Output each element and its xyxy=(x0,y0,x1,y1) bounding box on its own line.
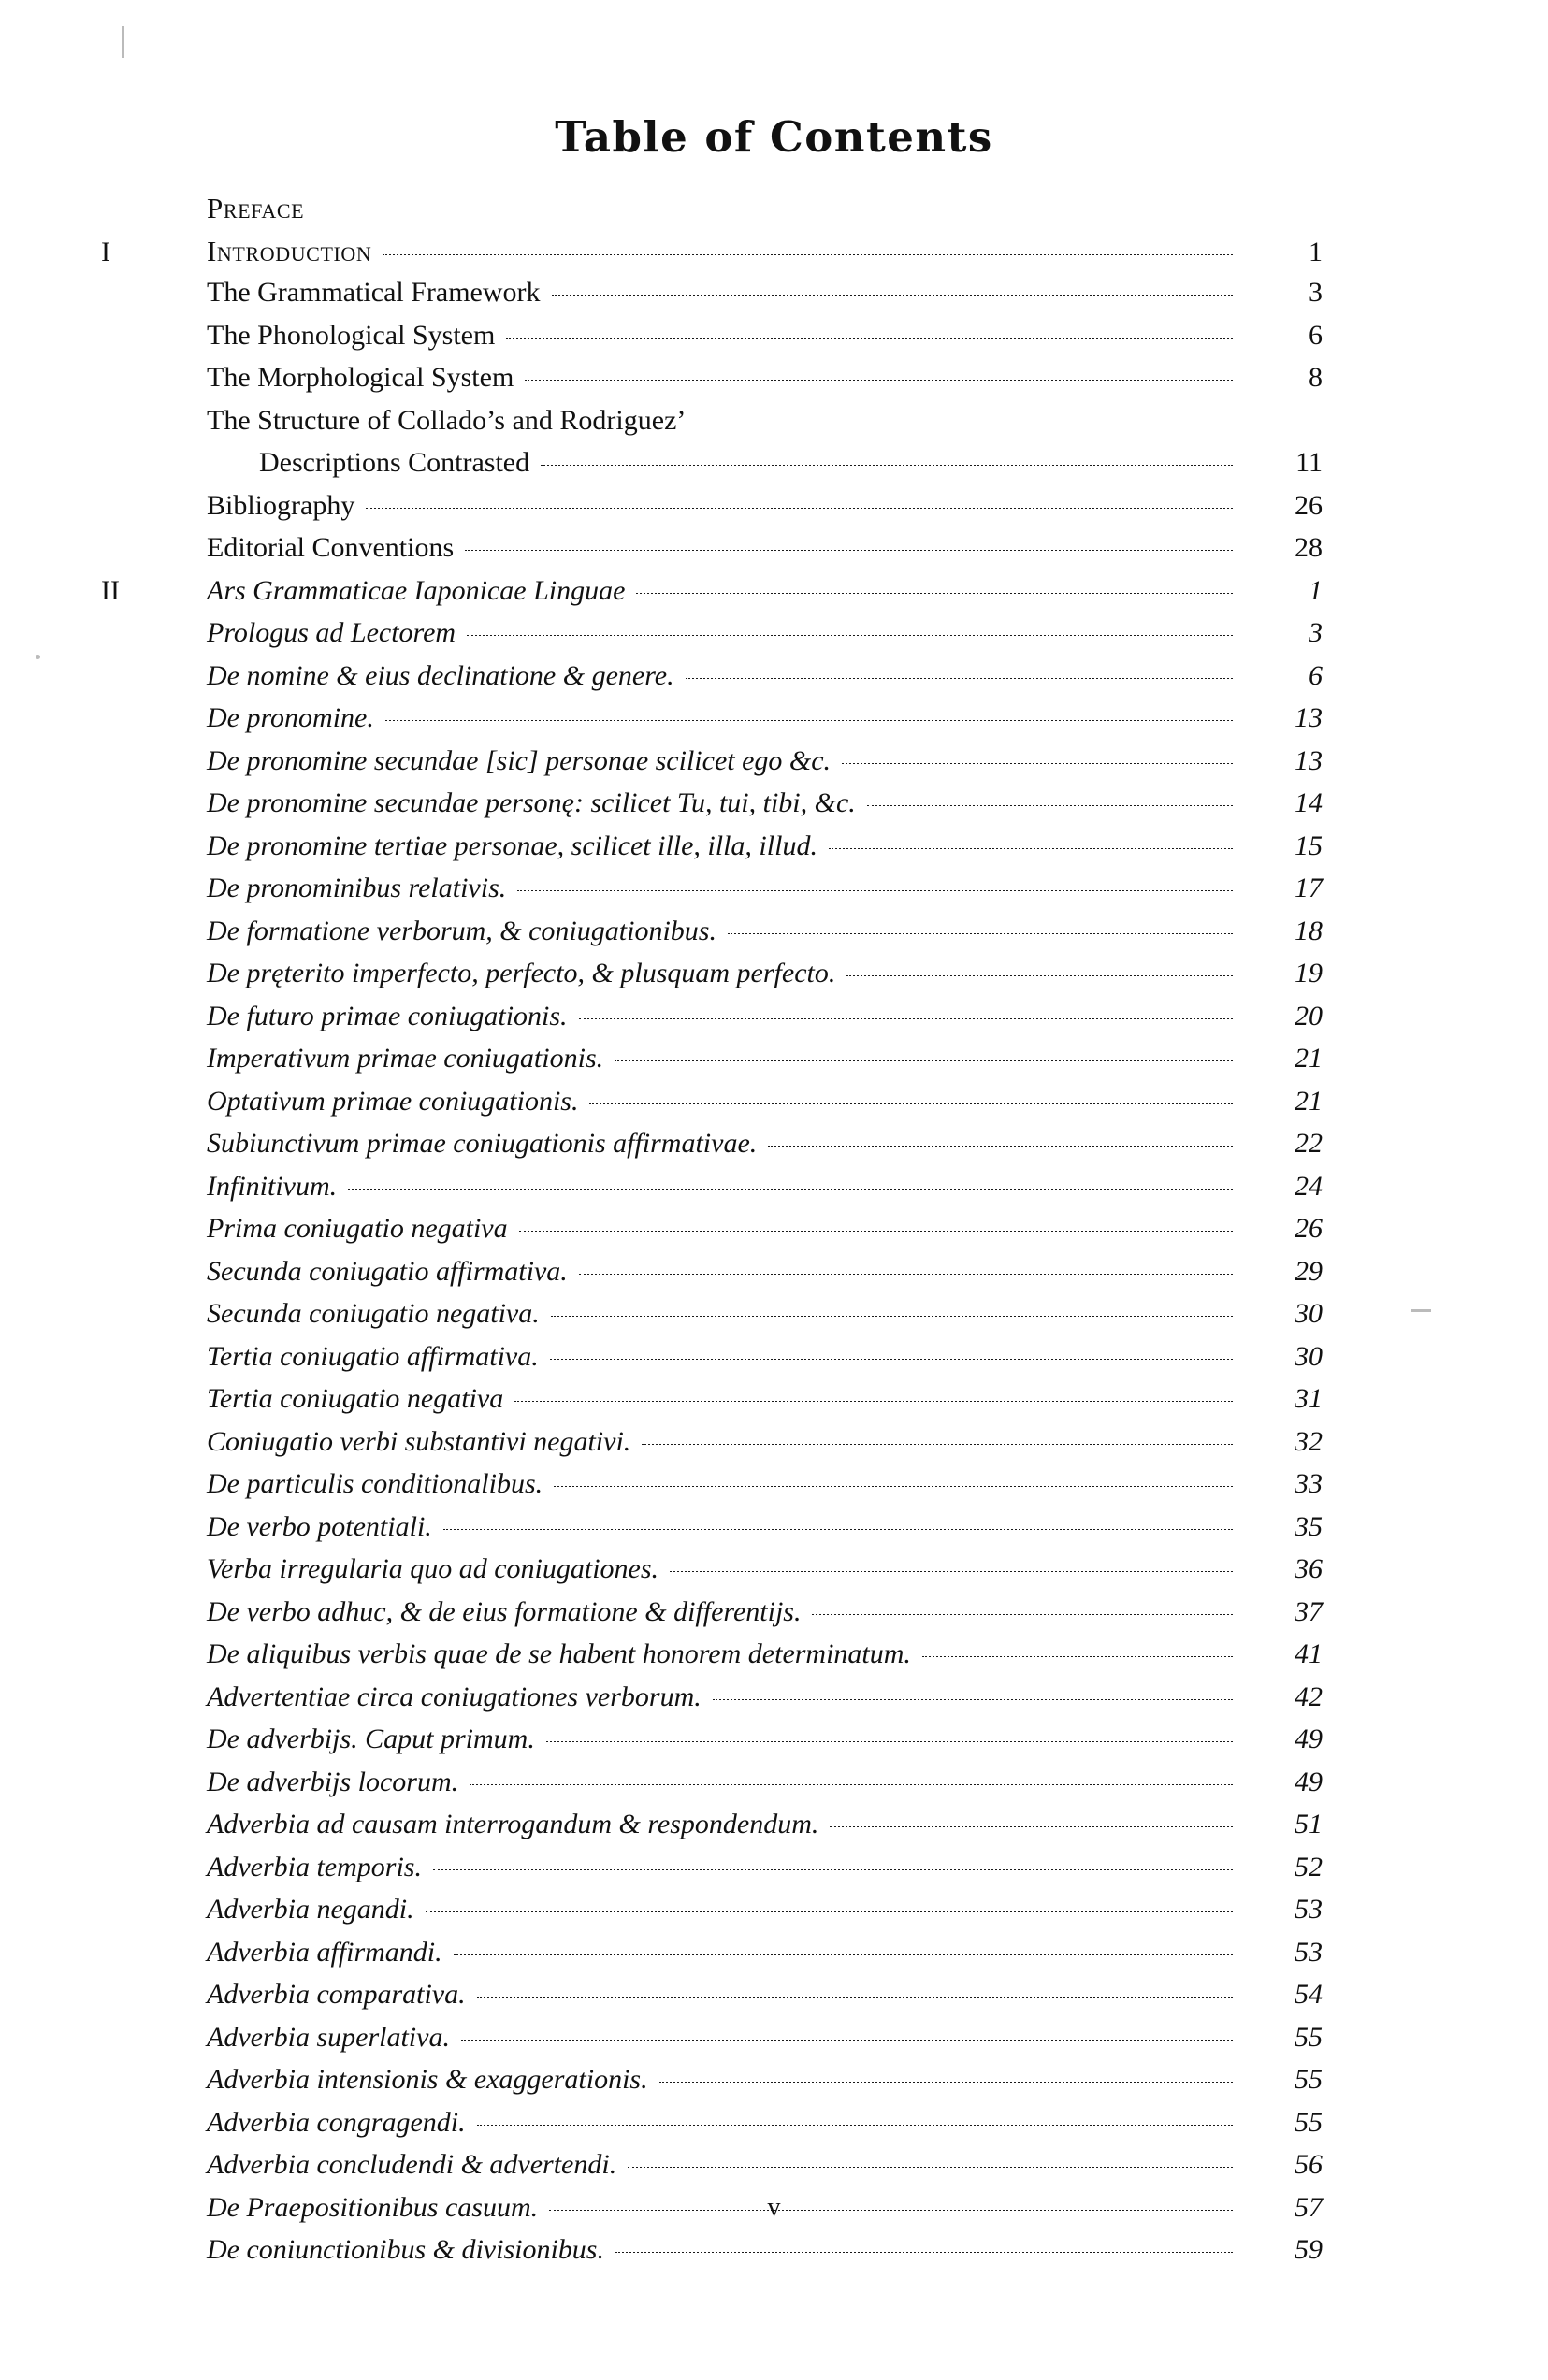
toc-entry-page-number: 13 xyxy=(1295,744,1323,776)
toc-entry-label: De pręterito imperfecto, perfecto, & plusquam perfecto. xyxy=(207,958,836,988)
toc-leader-dots xyxy=(628,2167,1233,2168)
toc-entry-page-number: 21 xyxy=(1295,1085,1323,1117)
toc-leader-dots xyxy=(465,550,1233,551)
toc-entry[interactable] xyxy=(101,2234,1336,2277)
toc-entry[interactable] xyxy=(101,192,1336,235)
toc-leader-dots xyxy=(525,380,1233,381)
toc-leader-dots xyxy=(385,720,1233,721)
toc-entry[interactable] xyxy=(101,1341,1336,1384)
toc-entry[interactable] xyxy=(101,873,1336,916)
toc-entry-label: Prologus ad Lectorem xyxy=(207,617,456,648)
table-of-contents-list xyxy=(101,192,1336,2277)
toc-entry-page-number: 11 xyxy=(1295,447,1323,478)
scan-speckle xyxy=(1411,1309,1431,1312)
toc-entry-label: De verbo adhuc, & de eius formatione & differentijs. xyxy=(207,1595,802,1627)
toc-entry[interactable] xyxy=(101,405,1336,448)
toc-entry-page-number: 53 xyxy=(1295,1936,1323,1968)
toc-leader-dots xyxy=(552,295,1233,296)
toc-entry-page-number: 26 xyxy=(1295,1213,1323,1244)
toc-entry[interactable] xyxy=(101,447,1336,490)
toc-entry[interactable] xyxy=(101,362,1336,405)
toc-entry-label: The Morphological System xyxy=(207,362,514,393)
toc-entry-label: Coniugatio verbi substantivi negativi. xyxy=(207,1425,631,1457)
toc-entry-page-number: 42 xyxy=(1295,1680,1323,1712)
toc-entry[interactable] xyxy=(101,1001,1336,1044)
toc-entry[interactable] xyxy=(101,277,1336,320)
scan-speckle xyxy=(122,26,124,58)
toc-leader-dots xyxy=(461,2040,1233,2041)
toc-entry-label: Optativum primae coniugationis. xyxy=(207,1085,579,1117)
toc-entry-page-number: 55 xyxy=(1295,2106,1323,2138)
toc-entry-page-number: 22 xyxy=(1295,1128,1323,1159)
toc-leader-dots xyxy=(670,1571,1233,1572)
toc-entry-page-number: 3 xyxy=(1309,617,1323,648)
toc-entry-label: De formatione verborum, & coniugationibus. xyxy=(207,915,716,946)
toc-leader-dots xyxy=(550,1359,1233,1360)
toc-leader-dots xyxy=(686,678,1233,679)
toc-entry-page-number: 1 xyxy=(1309,236,1323,267)
toc-entry-label: Bibliography xyxy=(207,489,355,521)
toc-entry[interactable] xyxy=(101,617,1336,660)
toc-leader-dots xyxy=(315,211,1233,212)
toc-leader-dots xyxy=(541,465,1233,466)
toc-entry[interactable] xyxy=(101,1979,1336,2022)
toc-entry[interactable] xyxy=(101,575,1336,618)
toc-entry[interactable] xyxy=(101,1596,1336,1639)
toc-leader-dots xyxy=(579,1274,1233,1275)
toc-entry-page-number: 49 xyxy=(1295,1724,1323,1754)
toc-entry-label: Adverbia temporis. xyxy=(207,1851,422,1882)
toc-entry-page-number: 35 xyxy=(1295,1510,1323,1542)
toc-entry-label: Secunda coniugatio affirmativa. xyxy=(207,1255,568,1287)
toc-leader-dots xyxy=(514,1401,1233,1402)
toc-entry-page-number: 29 xyxy=(1295,1255,1323,1287)
toc-entry[interactable] xyxy=(101,1553,1336,1596)
toc-entry-label: De adverbijs. Caput primum. xyxy=(207,1724,535,1754)
toc-leader-dots xyxy=(433,1869,1233,1870)
toc-entry-label: Adverbia congragendi. xyxy=(207,2106,466,2138)
toc-entry-label: The Structure of Collado’s and Rodriguez’ xyxy=(207,404,687,436)
toc-entry-label: Prima coniugatio negativa xyxy=(207,1213,508,1244)
toc-entry[interactable] xyxy=(101,1468,1336,1511)
toc-entry-roman: I xyxy=(101,236,110,267)
toc-leader-dots xyxy=(768,1146,1233,1147)
toc-entry-label: Infinitivum. xyxy=(207,1170,338,1202)
toc-leader-dots xyxy=(659,2082,1233,2083)
toc-entry-label: Adverbia concludendi & advertendi. xyxy=(207,2149,617,2180)
toc-leader-dots xyxy=(454,1954,1233,1955)
toc-entry-label: De Praepositionibus casuum. xyxy=(207,2191,539,2223)
toc-leader-dots xyxy=(867,805,1233,806)
toc-entry[interactable] xyxy=(101,1383,1336,1426)
toc-entry[interactable] xyxy=(101,1894,1336,1937)
toc-leader-dots xyxy=(470,1784,1233,1785)
toc-leader-dots xyxy=(642,1444,1233,1445)
toc-leader-dots xyxy=(519,1231,1233,1232)
folio-number: v xyxy=(767,2193,781,2222)
toc-entry[interactable] xyxy=(101,702,1336,745)
toc-leader-dots xyxy=(517,890,1233,891)
toc-entry[interactable] xyxy=(101,916,1336,959)
toc-leader-dots xyxy=(830,1826,1233,1827)
toc-leader-dots xyxy=(589,1103,1233,1104)
toc-entry-page-number: 15 xyxy=(1295,829,1323,861)
toc-entry[interactable] xyxy=(101,1086,1336,1129)
toc-entry-page-number: 13 xyxy=(1295,702,1323,733)
toc-entry[interactable] xyxy=(101,1213,1336,1256)
toc-leader-dots xyxy=(506,338,1233,339)
toc-entry[interactable] xyxy=(101,958,1336,1001)
toc-entry-label: Introduction xyxy=(207,234,372,267)
toc-entry-page-number: 36 xyxy=(1295,1553,1323,1584)
toc-entry[interactable] xyxy=(101,1043,1336,1086)
toc-entry-label: Tertia coniugatio negativa xyxy=(207,1383,504,1414)
toc-entry[interactable] xyxy=(101,1681,1336,1724)
toc-entry[interactable] xyxy=(101,320,1336,363)
toc-entry-label: De aliquibus verbis quae de se habent honorem determinatum. xyxy=(207,1638,911,1669)
toc-entry-page-number: 6 xyxy=(1309,319,1323,351)
toc-entry-page-number: 1 xyxy=(1309,574,1323,606)
toc-leader-dots xyxy=(443,1529,1233,1530)
toc-entry[interactable] xyxy=(101,532,1336,575)
toc-entry-page-number: 52 xyxy=(1295,1851,1323,1882)
toc-leader-dots xyxy=(348,1189,1233,1190)
toc-entry-page-number: 24 xyxy=(1295,1170,1323,1202)
toc-leader-dots xyxy=(615,1060,1233,1061)
toc-entry-label: The Phonological System xyxy=(207,319,496,351)
toc-entry-page-number: 6 xyxy=(1309,659,1323,691)
toc-entry-label: De particulis conditionalibus. xyxy=(207,1468,543,1499)
toc-entry-roman: II xyxy=(101,574,120,606)
toc-entry-page-number: 30 xyxy=(1295,1340,1323,1372)
toc-entry-label: Descriptions Contrasted xyxy=(259,447,530,478)
toc-entry-page-number: 21 xyxy=(1295,1043,1323,1074)
toc-entry-label: Secunda coniugatio negativa. xyxy=(207,1298,540,1329)
toc-entry[interactable] xyxy=(101,1724,1336,1767)
toc-entry-label: Editorial Conventions xyxy=(207,532,455,563)
toc-entry-label: De pronomine secundae personę: scilicet Tu, tui, tibi, &c. xyxy=(207,787,856,818)
toc-leader-dots xyxy=(829,848,1233,849)
toc-leader-dots xyxy=(615,2252,1233,2253)
toc-entry[interactable] xyxy=(101,2022,1336,2065)
toc-entry[interactable] xyxy=(101,1128,1336,1171)
toc-entry-page-number: 41 xyxy=(1295,1638,1323,1669)
scan-speckle xyxy=(36,655,40,659)
toc-entry[interactable] xyxy=(101,1767,1336,1810)
toc-entry-page-number: 55 xyxy=(1295,2021,1323,2053)
toc-leader-dots xyxy=(812,1614,1233,1615)
toc-entry-page-number: 31 xyxy=(1295,1383,1323,1414)
toc-entry-label: Advertentiae circa coniugationes verborum. xyxy=(207,1680,702,1712)
toc-entry-page-number: 57 xyxy=(1295,2191,1323,2223)
toc-entry[interactable] xyxy=(101,2107,1336,2150)
toc-leader-dots xyxy=(922,1656,1233,1657)
toc-entry[interactable] xyxy=(101,2149,1336,2192)
toc-entry-label: Adverbia superlativa. xyxy=(207,2021,450,2053)
toc-entry-label: Ars Grammaticae Iaponicae Linguae xyxy=(207,574,626,606)
toc-entry[interactable] xyxy=(101,1426,1336,1469)
toc-entry-page-number: 53 xyxy=(1295,1894,1323,1925)
toc-entry-page-number: 3 xyxy=(1309,277,1323,308)
toc-entry-page-number: 28 xyxy=(1295,532,1323,563)
toc-entry[interactable] xyxy=(101,1171,1336,1214)
toc-entry-page-number: 59 xyxy=(1295,2234,1323,2265)
toc-entry[interactable] xyxy=(101,2064,1336,2107)
toc-entry-page-number: 18 xyxy=(1295,915,1323,946)
toc-entry-page-number: 49 xyxy=(1295,1766,1323,1797)
toc-entry-page-number: 26 xyxy=(1295,489,1323,521)
toc-entry-label: De pronomine secundae [sic] personae scilicet ego &c. xyxy=(207,744,832,776)
toc-entry[interactable] xyxy=(101,1256,1336,1299)
toc-entry-label: De futuro primae coniugationis. xyxy=(207,1000,568,1031)
toc-leader-dots xyxy=(383,254,1233,255)
toc-entry-page-number: 30 xyxy=(1295,1298,1323,1329)
toc-leader-dots xyxy=(636,593,1233,594)
toc-leader-dots xyxy=(579,1018,1233,1019)
toc-entry[interactable] xyxy=(101,1638,1336,1681)
toc-entry-label: Preface xyxy=(207,192,305,224)
toc-entry[interactable] xyxy=(101,1809,1336,1852)
toc-leader-dots xyxy=(477,1997,1233,1998)
toc-entry-page-number: 54 xyxy=(1295,1979,1323,2010)
toc-leader-dots xyxy=(551,1316,1233,1317)
toc-entry-page-number: 20 xyxy=(1295,1000,1323,1031)
toc-entry-page-number: 19 xyxy=(1295,958,1323,988)
toc-leader-dots xyxy=(554,1486,1233,1487)
toc-leader-dots xyxy=(697,423,1233,424)
toc-entry[interactable] xyxy=(101,490,1336,533)
toc-leader-dots xyxy=(366,508,1233,509)
toc-leader-dots xyxy=(846,975,1233,976)
toc-leader-dots xyxy=(713,1699,1233,1700)
toc-entry-label: De pronomine tertiae personae, scilicet ille, illa, illud. xyxy=(207,829,817,861)
toc-entry-label: De coniunctionibus & divisionibus. xyxy=(207,2234,604,2265)
toc-entry-label: Adverbia ad causam interrogandum & respondendum. xyxy=(207,1809,819,1839)
toc-entry[interactable] xyxy=(101,745,1336,788)
toc-leader-dots xyxy=(467,635,1233,636)
toc-entry-page-number: 33 xyxy=(1295,1468,1323,1499)
toc-entry-page-number: 32 xyxy=(1295,1425,1323,1457)
toc-entry[interactable] xyxy=(101,830,1336,873)
toc-leader-dots xyxy=(842,763,1233,764)
toc-entry[interactable] xyxy=(101,1852,1336,1895)
toc-entry-page-number: 51 xyxy=(1295,1809,1323,1839)
toc-entry[interactable] xyxy=(101,235,1336,278)
toc-entry-label: De adverbijs locorum. xyxy=(207,1766,459,1797)
toc-entry-label: De nomine & eius declinatione & genere. xyxy=(207,659,674,691)
toc-entry-label: Adverbia intensionis & exaggerationis. xyxy=(207,2064,648,2095)
toc-leader-dots xyxy=(426,1911,1233,1912)
page-title: Table of Contents xyxy=(555,112,993,162)
toc-entry-page-number: 37 xyxy=(1295,1595,1323,1627)
toc-entry[interactable] xyxy=(101,660,1336,703)
toc-entry-label: De pronominibus relativis. xyxy=(207,873,507,903)
toc-entry-page-number: 14 xyxy=(1295,787,1323,818)
toc-entry-label: Adverbia negandi. xyxy=(207,1894,414,1925)
toc-entry-page-number: 8 xyxy=(1309,362,1323,393)
toc-entry-label: Verba irregularia quo ad coniugationes. xyxy=(207,1553,659,1584)
toc-entry-label: Subiunctivum primae coniugationis affirmativae. xyxy=(207,1128,758,1159)
toc-entry-label: De pronomine. xyxy=(207,702,374,733)
toc-entry-label: Tertia coniugatio affirmativa. xyxy=(207,1340,539,1372)
toc-entry-page-number: 56 xyxy=(1295,2149,1323,2180)
toc-leader-dots xyxy=(728,933,1233,934)
toc-entry[interactable] xyxy=(101,1298,1336,1341)
toc-entry-label: Imperativum primae coniugationis. xyxy=(207,1043,604,1074)
toc-entry-page-number: 55 xyxy=(1295,2064,1323,2095)
toc-entry-page-number: 17 xyxy=(1295,873,1323,903)
toc-entry[interactable] xyxy=(101,1937,1336,1980)
toc-entry-label: The Grammatical Framework xyxy=(207,277,541,308)
toc-entry[interactable] xyxy=(101,787,1336,830)
toc-entry[interactable] xyxy=(101,1511,1336,1554)
toc-leader-dots xyxy=(546,1741,1233,1742)
toc-entry-label: Adverbia affirmandi. xyxy=(207,1936,442,1968)
toc-entry-label: Adverbia comparativa. xyxy=(207,1979,466,2010)
toc-entry-label: De verbo potentiali. xyxy=(207,1510,432,1542)
toc-leader-dots xyxy=(477,2125,1233,2126)
